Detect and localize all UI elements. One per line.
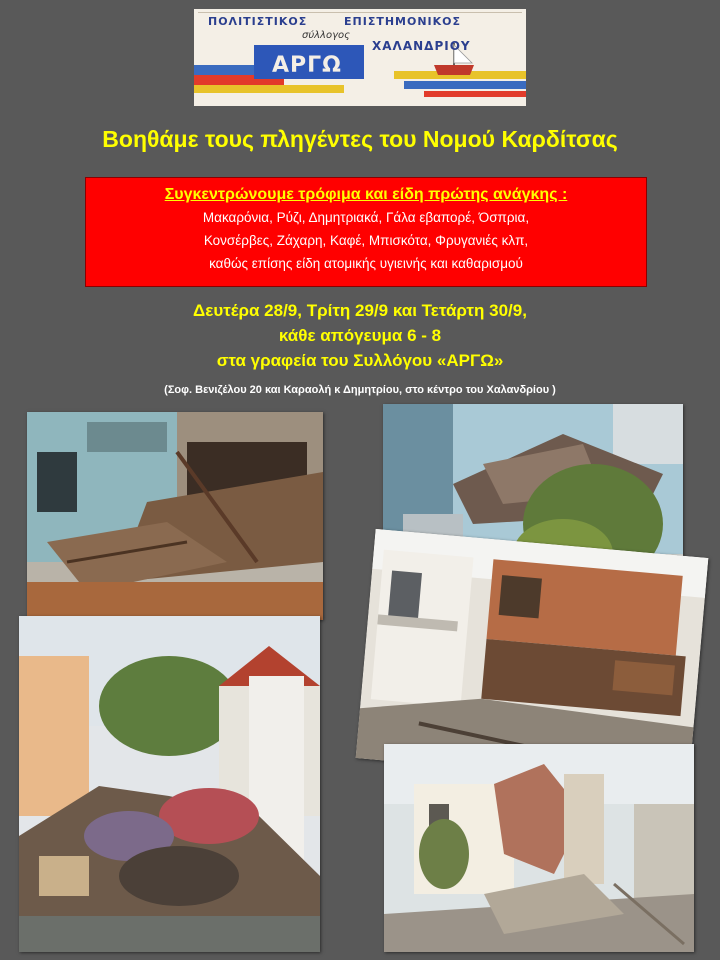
schedule-block [0,298,720,373]
schedule-hours: κάθε απόγευμα 6 - 8 [278,326,442,345]
flood-debris-pile-photo [19,616,320,952]
schedule-days: Δευτέρα 28/9, Τρίτη 29/9 και Τετάρτη 30/9, [193,301,527,320]
logo-line-chalandri: ΧΑΛΑΝΔΡΙΟΥ [372,39,471,53]
collection-items-line-2: Κονσέρβες, Ζάχαρη, Καφέ, Μπισκότα, Φρυγανιές κλπ, [203,233,529,248]
collection-items-line-1: Μακαρόνια, Ρύζι, Δημητριακά, Γάλα εβαπορέ, Όσπρια, [202,210,530,225]
argo-logo [194,9,526,106]
collection-box [85,177,647,287]
collapsed-house-street-photo [27,412,323,620]
damaged-house-alley-photo [384,744,694,952]
logo-name-argo: ΑΡΓΩ [272,53,342,78]
collection-heading: Συγκεντρώνουμε τρόφιμα και είδη πρώτης ανάγκης : [164,186,568,203]
page-title: Βοηθάμε τους πληγέντες του Νομού Καρδίτσας [102,126,618,152]
schedule-place: στα γραφεία του Συλλόγου «ΑΡΓΩ» [216,351,504,370]
logo-line-scientific: ΕΠΙΣΤΗΜΟΝΙΚΟΣ [344,15,462,28]
logo-line-association: σύλλογος [302,30,350,41]
collection-items-line-3: καθώς επίσης είδη ατομικής υγιεινής και καθαρισμού [209,256,523,271]
logo-line-cultural: ΠΟΛΙΤΙΣΤΙΚΟΣ [208,15,308,28]
schedule-address: (Σοφ. Βενιζέλου 20 και Καραολή κ Δημητρίου, στο κέντρο του Χαλανδρίου ) [164,384,556,396]
